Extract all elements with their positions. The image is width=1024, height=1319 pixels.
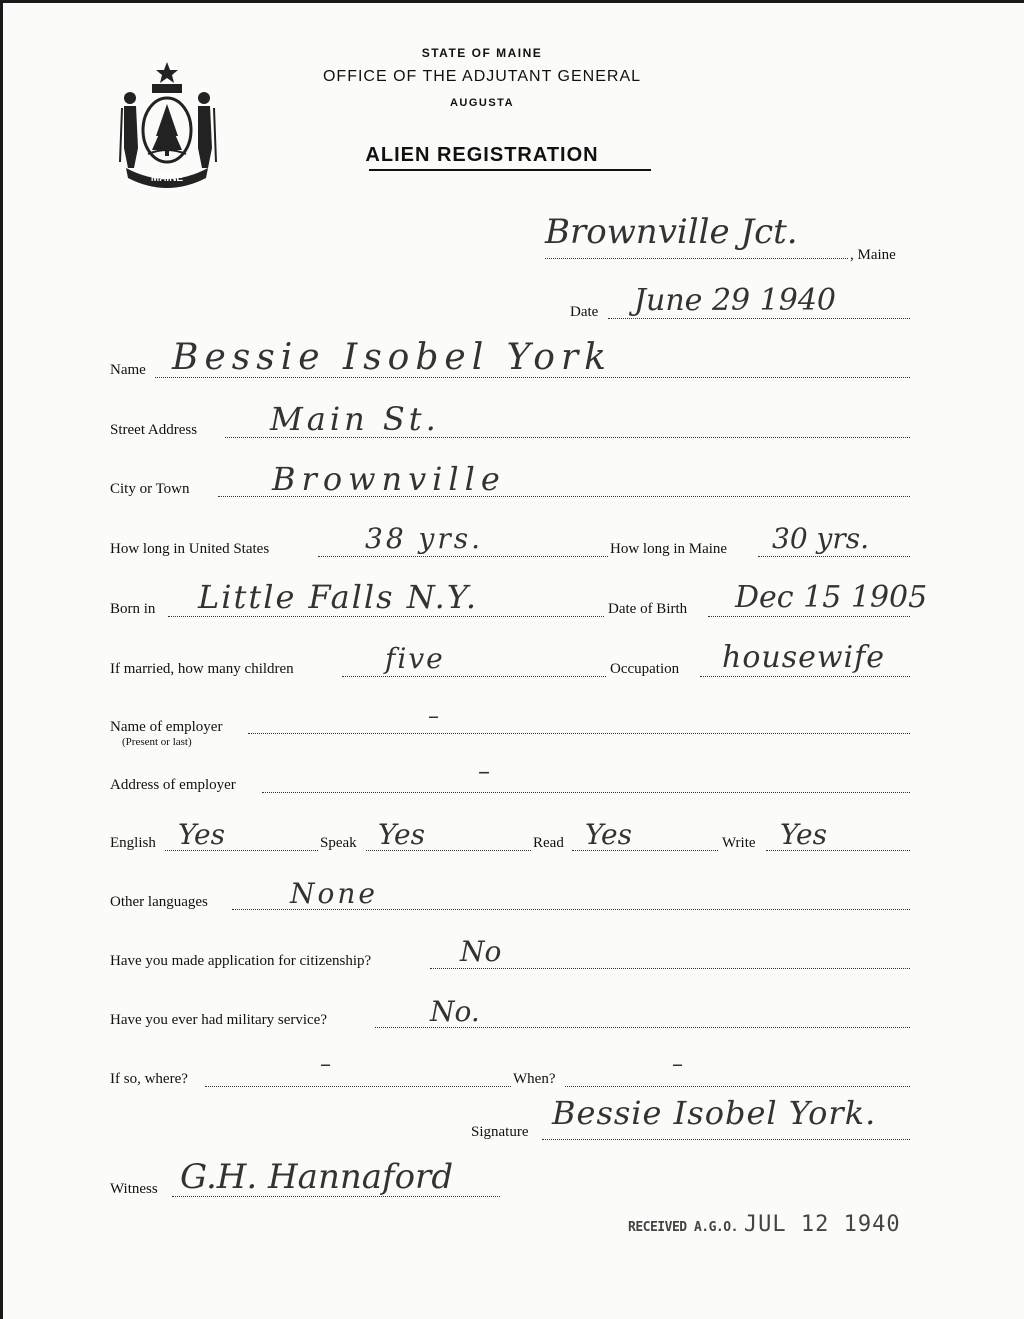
form-title: ALIEN REGISTRATION: [365, 144, 599, 166]
signature-label: Signature: [471, 1124, 529, 1140]
received-stamp: [628, 1212, 901, 1237]
employer-value: –: [428, 704, 439, 729]
speak-value: Yes: [378, 818, 425, 851]
where-value: –: [320, 1052, 331, 1077]
seal-text: MAINE: [150, 173, 184, 184]
when-line: [565, 1086, 910, 1087]
city-value: Brownville: [272, 460, 506, 498]
citizenship-label: Have you made application for citizenship?: [110, 953, 372, 969]
when-label: When?: [513, 1071, 556, 1087]
occupation-line: [700, 676, 910, 677]
header-city: AUGUSTA: [449, 97, 515, 109]
date-label: Date: [570, 304, 599, 320]
where-line: [205, 1086, 511, 1087]
town-value: Brownville Jct.: [545, 212, 798, 252]
citizenship-value: No: [460, 935, 502, 968]
dob-value: Dec 15 1905: [735, 580, 928, 615]
witness-value: G.H. Hannaford: [180, 1157, 454, 1197]
where-label: If so, where?: [110, 1071, 188, 1087]
name-label: Name: [110, 362, 146, 378]
title-underline: [369, 169, 651, 171]
employer-address-value: –: [478, 757, 490, 785]
children-line: [342, 676, 606, 677]
employer-address-line: [262, 792, 910, 793]
read-label: Read: [533, 835, 564, 851]
street-label: Street Address: [110, 422, 198, 438]
when-value: –: [672, 1052, 683, 1077]
read-value: Yes: [585, 818, 632, 851]
born-in-value: Little Falls N.Y.: [198, 578, 479, 616]
military-value: No.: [430, 995, 480, 1028]
how-long-us-label: How long in United States: [110, 541, 270, 557]
how-long-us-value: 38 yrs.: [365, 522, 484, 555]
other-languages-value: None: [290, 877, 378, 910]
street-value: Main St.: [270, 400, 440, 438]
dob-label: Date of Birth: [608, 601, 688, 617]
stamp-received: RECEIVED A.G.O.: [628, 1220, 738, 1235]
children-label: If married, how many children: [110, 661, 294, 677]
employer-line: [248, 733, 910, 734]
speak-label: Speak: [320, 835, 357, 851]
write-value: Yes: [780, 818, 827, 851]
occupation-value: housewife: [722, 640, 885, 675]
employer-address-label: Address of employer: [110, 777, 236, 793]
write-label: Write: [722, 835, 756, 851]
employer-label: Name of employer: [110, 719, 223, 735]
dob-line: [708, 616, 910, 617]
born-in-label: Born in: [110, 601, 156, 617]
header-office: OFFICE OF THE ADJUTANT GENERAL: [322, 68, 642, 85]
children-value: five: [385, 642, 445, 675]
english-label: English: [110, 835, 156, 851]
signature-line: [542, 1139, 910, 1140]
how-long-maine-value: 30 yrs.: [772, 522, 870, 555]
english-value: Yes: [178, 818, 225, 851]
other-languages-label: Other languages: [110, 894, 208, 910]
header-state: STATE OF MAINE: [421, 46, 543, 60]
date-value: June 29 1940: [634, 283, 837, 318]
how-long-maine-label: How long in Maine: [610, 541, 728, 557]
date-line: [608, 318, 910, 319]
stamp-date: JUL 12 1940: [743, 1212, 901, 1237]
citizenship-line: [430, 968, 910, 969]
how-long-maine-line: [758, 556, 910, 557]
employer-sub-label: (Present or last): [122, 736, 192, 748]
name-value: Bessie Isobel York: [172, 337, 612, 378]
military-label: Have you ever had military service?: [110, 1012, 327, 1028]
city-label: City or Town: [110, 481, 190, 497]
town-line: [545, 258, 848, 259]
maine-label: , Maine: [850, 247, 896, 263]
born-in-line: [168, 616, 604, 617]
occupation-label: Occupation: [610, 661, 680, 677]
how-long-us-line: [318, 556, 608, 557]
witness-label: Witness: [110, 1181, 158, 1197]
signature-value: Bessie Isobel York.: [552, 1094, 877, 1132]
